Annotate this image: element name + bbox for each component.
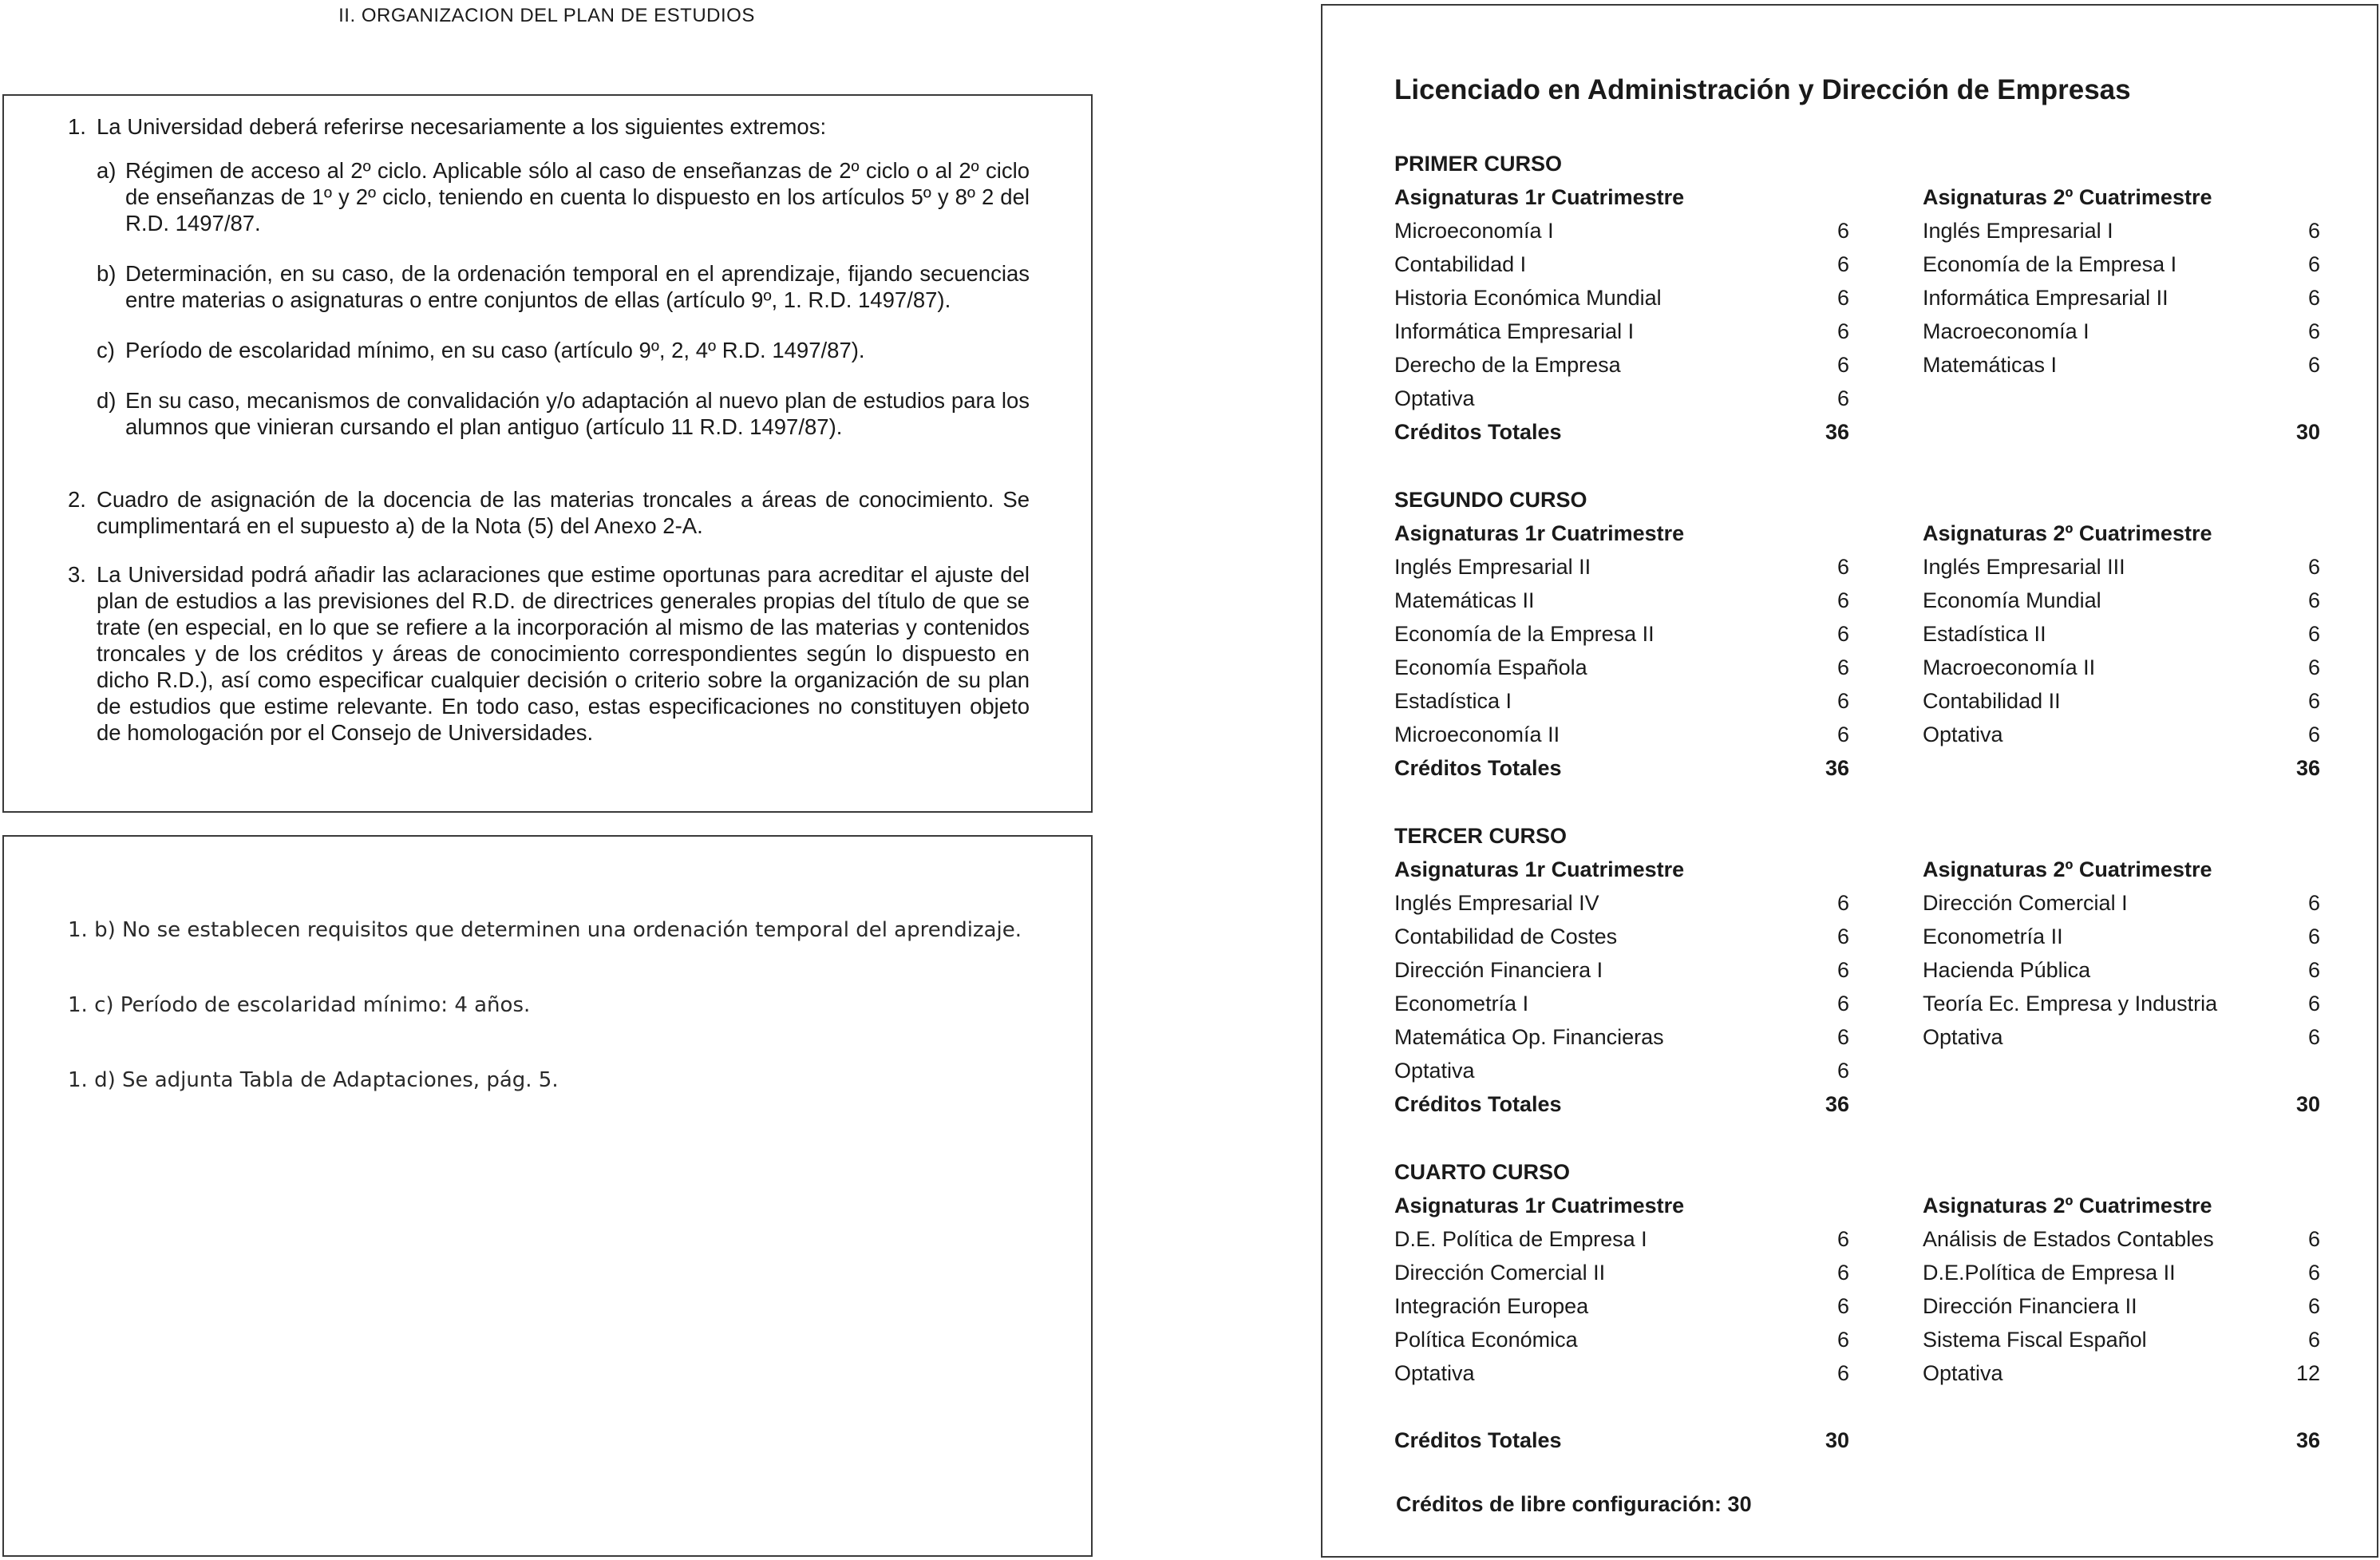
subject-row — [1394, 214, 1849, 247]
credits-total-row — [1394, 1423, 2320, 1457]
first-semester-column — [1394, 853, 1849, 1087]
subject-name: D.E.Política de Empresa II — [1923, 1261, 2176, 1285]
subject-name: Optativa — [1394, 1361, 1475, 1385]
course-name: TERCER CURSO — [1394, 824, 1568, 848]
total-value: 36 — [1825, 420, 1849, 444]
subject-row — [1923, 1256, 2320, 1289]
subject-credits: 6 — [2307, 622, 2320, 646]
course-block — [1394, 1155, 2320, 1457]
answers-list — [68, 918, 1026, 1143]
credits-total-row — [1394, 751, 2320, 785]
second-semester-total: 30 — [2295, 1092, 2320, 1116]
note-item — [68, 486, 1030, 539]
subject-name: Econometría II — [1923, 925, 2063, 948]
subject-name: Economía Española — [1394, 655, 1587, 679]
second-semester-column — [1923, 853, 2320, 1087]
semester-heading: Asignaturas 2º Cuatrimestre — [1923, 521, 2212, 545]
subject-credits: 6 — [1836, 588, 1849, 612]
subject-row — [1923, 684, 2320, 718]
semester-row — [1394, 517, 2320, 751]
subject-row — [1394, 1356, 1849, 1390]
libre-configuracion: Créditos de libre configuración: 30 — [1396, 1492, 1752, 1516]
note-sub-item — [97, 387, 1030, 440]
subject-name: Dirección Financiera II — [1923, 1294, 2137, 1318]
subject-name: Econometría I — [1394, 992, 1529, 1016]
first-semester-total — [1394, 1423, 1849, 1457]
subject-name: Macroeconomía I — [1923, 319, 2089, 343]
subject-row — [1394, 315, 1849, 348]
subject-name: Inglés Empresarial II — [1394, 555, 1591, 579]
sub-text: Período de escolaridad mínimo, en su caso (artículo 9º, 2, 4º R.D. 1497/87). — [125, 338, 865, 362]
subject-name: Sistema Fiscal Español — [1923, 1328, 2147, 1352]
subject-name: Historia Económica Mundial — [1394, 286, 1662, 310]
subject-row — [1394, 247, 1849, 281]
subject-name: Optativa — [1923, 1025, 2003, 1049]
total-label: Créditos Totales — [1394, 420, 1562, 444]
subject-credits: 6 — [1836, 689, 1849, 713]
note-number: 1. — [68, 114, 86, 139]
subject-credits: 6 — [1836, 723, 1849, 746]
subject-credits: 6 — [2307, 1328, 2320, 1352]
subject-credits: 6 — [1836, 555, 1849, 579]
subject-name: Economía de la Empresa II — [1394, 622, 1655, 646]
note-sub-item — [97, 337, 1030, 363]
first-semester-total — [1394, 751, 1849, 785]
subject-credits: 6 — [2307, 555, 2320, 579]
subject-credits: 6 — [2307, 958, 2320, 982]
subject-credits: 6 — [1836, 1227, 1849, 1251]
note-number: 3. — [68, 562, 86, 587]
subject-row — [1394, 920, 1849, 953]
first-semester-total — [1394, 1087, 1849, 1121]
course-block — [1394, 819, 2320, 1121]
subject-credits: 6 — [1836, 353, 1849, 377]
subject-row — [1923, 920, 2320, 953]
subject-name: Dirección Financiera I — [1394, 958, 1603, 982]
subject-credits: 6 — [2307, 286, 2320, 310]
subject-name: Economía Mundial — [1923, 588, 2101, 612]
subject-name: Estadística II — [1923, 622, 2046, 646]
note-body — [97, 561, 1030, 746]
second-semester-total: 36 — [2295, 756, 2320, 780]
semester-row — [1394, 853, 2320, 1087]
semester-heading: Asignaturas 1r Cuatrimestre — [1394, 185, 1685, 209]
credits-total-row — [1394, 1087, 2320, 1121]
subject-row — [1923, 550, 2320, 584]
note-number: 2. — [68, 487, 86, 512]
subject-credits: 12 — [2295, 1361, 2320, 1385]
subject-name: Informática Empresarial II — [1923, 286, 2168, 310]
subject-credits: 6 — [1836, 622, 1849, 646]
subject-name: Matemáticas I — [1923, 353, 2058, 377]
subject-credits: 6 — [2307, 891, 2320, 915]
course-name: PRIMER CURSO — [1394, 152, 1563, 176]
subject-credits: 6 — [1836, 1025, 1849, 1049]
note-text: La Universidad deberá referirse necesariamente a los siguientes extremos: — [97, 114, 827, 139]
subject-row — [1923, 1323, 2320, 1356]
subject-credits: 6 — [1836, 958, 1849, 982]
subject-credits: 6 — [2307, 1227, 2320, 1251]
course-block — [1394, 147, 2320, 449]
first-semester-column — [1394, 1189, 1849, 1390]
subject-row — [1394, 987, 1849, 1020]
semester-heading: Asignaturas 1r Cuatrimestre — [1394, 1194, 1685, 1218]
subject-credits: 6 — [2307, 925, 2320, 948]
instructions-box — [2, 94, 1093, 813]
course-name: CUARTO CURSO — [1394, 1160, 1571, 1184]
subject-name: Teoría Ec. Empresa y Industria — [1923, 992, 2218, 1016]
plan-title: Licenciado en Administración y Dirección de Empresas — [1394, 74, 2131, 105]
subject-row — [1923, 953, 2320, 987]
sub-letter: d) — [97, 388, 117, 413]
subject-row — [1923, 348, 2320, 382]
subject-name: Optativa — [1923, 1361, 2003, 1385]
subject-row — [1394, 281, 1849, 315]
total-value: 30 — [1825, 1428, 1849, 1452]
subject-row — [1394, 1020, 1849, 1054]
total-label: Créditos Totales — [1394, 756, 1562, 780]
note-body — [97, 113, 1030, 464]
answer-line: 1. d) Se adjunta Tabla de Adaptaciones, pág. 5. — [68, 1068, 559, 1092]
subject-row — [1923, 584, 2320, 617]
subject-credits: 6 — [1836, 219, 1849, 243]
sub-text: En su caso, mecanismos de convalidación y/o adaptación al nuevo plan de estudios para los alumnos que vinieran cursando el plan antiguo (artículo 11 R.D. 1497/87). — [125, 388, 1030, 439]
second-semester-total: 36 — [2295, 1428, 2320, 1452]
subject-name: Inglés Empresarial III — [1923, 555, 2125, 579]
subject-credits: 6 — [1836, 1361, 1849, 1385]
total-label: Créditos Totales — [1394, 1428, 1562, 1452]
subject-name: Estadística I — [1394, 689, 1512, 713]
subject-name: Derecho de la Empresa — [1394, 353, 1621, 377]
subject-row — [1923, 281, 2320, 315]
subject-name: Análisis de Estados Contables — [1923, 1227, 2214, 1251]
subject-row — [1923, 1020, 2320, 1054]
course-block — [1394, 483, 2320, 785]
total-value: 36 — [1825, 756, 1849, 780]
subject-credits: 6 — [1836, 252, 1849, 276]
subject-row — [1923, 214, 2320, 247]
subject-credits: 6 — [2307, 588, 2320, 612]
subject-row — [1394, 684, 1849, 718]
first-semester-column — [1394, 180, 1849, 415]
subject-row — [1923, 617, 2320, 651]
note-body — [97, 486, 1030, 539]
subject-credits: 6 — [1836, 655, 1849, 679]
subject-name: Inglés Empresarial IV — [1394, 891, 1599, 915]
sub-letter: c) — [97, 338, 115, 362]
subject-credits: 6 — [2307, 655, 2320, 679]
subject-name: Economía de la Empresa I — [1923, 252, 2177, 276]
subject-row — [1394, 1054, 1849, 1087]
subject-row — [1923, 247, 2320, 281]
semester-heading: Asignaturas 2º Cuatrimestre — [1923, 857, 2212, 881]
note-text: La Universidad podrá añadir las aclaraciones que estime oportunas para acreditar el ajuste del plan de estudios a las previsiones del R.D. de directrices generales propias del título de que se trate (en especial, en lo que se refiere a la incorporación al mismo de las materias y contenidos troncales y de los créditos y áreas de conocimiento correspondientes según lo dispuesto en dicho R.D.), así como especificar cualquier decisión o criterio sobre la organización de su plan de estudios que estime relevante. En todo caso, estas especificaciones no constituyen objeto de homologación por el Consejo de Universidades. — [97, 562, 1030, 745]
subject-row — [1923, 315, 2320, 348]
subject-credits: 6 — [2307, 689, 2320, 713]
total-label: Créditos Totales — [1394, 1092, 1562, 1116]
subject-credits: 6 — [2307, 1261, 2320, 1285]
subject-row — [1394, 1222, 1849, 1256]
subject-credits: 6 — [1836, 1294, 1849, 1318]
subject-row — [1923, 651, 2320, 684]
subject-credits: 6 — [2307, 723, 2320, 746]
subject-name: Contabilidad de Costes — [1394, 925, 1618, 948]
subject-credits: 6 — [2307, 252, 2320, 276]
subject-row — [1394, 550, 1849, 584]
subject-name: Informática Empresarial I — [1394, 319, 1635, 343]
subject-name: Microeconomía I — [1394, 219, 1554, 243]
course-name: SEGUNDO CURSO — [1394, 488, 1587, 512]
subject-credits: 6 — [2307, 1294, 2320, 1318]
subject-credits: 6 — [1836, 386, 1849, 410]
second-semester-column — [1923, 180, 2320, 415]
subject-row — [1394, 584, 1849, 617]
subject-row — [1394, 718, 1849, 751]
note-sub-list — [97, 157, 1030, 440]
note-item — [68, 561, 1030, 746]
sub-letter: b) — [97, 261, 117, 286]
subject-credits: 6 — [2307, 992, 2320, 1016]
note-sub-item — [97, 157, 1030, 236]
subject-name: Integración Europea — [1394, 1294, 1589, 1318]
subject-credits: 6 — [1836, 891, 1849, 915]
subject-row — [1394, 953, 1849, 987]
subject-row — [1394, 348, 1849, 382]
credits-total-row — [1394, 415, 2320, 449]
instructions-list — [68, 113, 1030, 768]
subject-name: Dirección Comercial I — [1923, 891, 2128, 915]
subject-credits: 6 — [2307, 1025, 2320, 1049]
subject-name: D.E. Política de Empresa I — [1394, 1227, 1647, 1251]
subject-row — [1923, 1356, 2320, 1390]
subject-name: Hacienda Pública — [1923, 958, 2091, 982]
subject-credits: 6 — [1836, 1059, 1849, 1083]
subject-credits: 6 — [1836, 925, 1849, 948]
subject-row — [1923, 886, 2320, 920]
subject-row — [1394, 382, 1849, 415]
subject-name: Optativa — [1923, 723, 2003, 746]
semester-heading: Asignaturas 2º Cuatrimestre — [1923, 185, 2212, 209]
second-semester-total: 30 — [2295, 420, 2320, 444]
subject-row — [1394, 1256, 1849, 1289]
answers-box — [2, 835, 1093, 1557]
first-semester-total — [1394, 415, 1849, 449]
subject-row — [1923, 718, 2320, 751]
second-semester-column — [1923, 1189, 2320, 1390]
subject-name: Política Económica — [1394, 1328, 1578, 1352]
subject-credits: 6 — [2307, 353, 2320, 377]
subject-name: Dirección Comercial II — [1394, 1261, 1606, 1285]
note-item — [68, 113, 1030, 464]
semester-heading: Asignaturas 2º Cuatrimestre — [1923, 1194, 2212, 1218]
total-value: 36 — [1825, 1092, 1849, 1116]
sub-text: Régimen de acceso al 2º ciclo. Aplicable sólo al caso de enseñanzas de 2º ciclo o al 2º ciclo de enseñanzas de 1º y 2º ciclo, teniendo en cuenta lo dispuesto en los artículos 5º y 8º 2 del R.D. 1497/87. — [125, 158, 1030, 236]
second-semester-column — [1923, 517, 2320, 751]
subject-row — [1923, 1222, 2320, 1256]
subject-credits: 6 — [1836, 286, 1849, 310]
subject-name: Microeconomía II — [1394, 723, 1560, 746]
subject-name: Macroeconomía II — [1923, 655, 2096, 679]
note-text: Cuadro de asignación de la docencia de las materias troncales a áreas de conocimiento. Se cumplimentará en el supuesto a) de la Nota (5) del Anexo 2-A. — [97, 487, 1030, 538]
subject-row — [1394, 617, 1849, 651]
subject-name: Matemáticas II — [1394, 588, 1535, 612]
semester-row — [1394, 1189, 2320, 1390]
subject-name: Contabilidad I — [1394, 252, 1527, 276]
subject-name: Optativa — [1394, 386, 1475, 410]
subject-credits: 6 — [1836, 1328, 1849, 1352]
study-plan-box — [1321, 4, 2378, 1558]
answer-line: 1. b) No se establecen requisitos que determinen una ordenación temporal del aprendizaje. — [68, 918, 1022, 942]
subject-row — [1923, 987, 2320, 1020]
subject-row — [1923, 1289, 2320, 1323]
section-title: II. ORGANIZACION DEL PLAN DE ESTUDIOS — [338, 5, 755, 26]
sub-text: Determinación, en su caso, de la ordenación temporal en el aprendizaje, fijando secuencias entre materias o asignaturas o entre conjuntos de ellas (artículo 9º, 1. R.D. 1497/87). — [125, 261, 1030, 312]
answer-line: 1. c) Período de escolaridad mínimo: 4 años. — [68, 993, 531, 1017]
subject-name: Optativa — [1394, 1059, 1475, 1083]
subject-credits: 6 — [2307, 319, 2320, 343]
semester-row — [1394, 180, 2320, 415]
subject-row — [1394, 886, 1849, 920]
sub-letter: a) — [97, 158, 117, 183]
subject-credits: 6 — [2307, 219, 2320, 243]
subject-credits: 6 — [1836, 319, 1849, 343]
subject-row — [1394, 1289, 1849, 1323]
subject-row — [1394, 1323, 1849, 1356]
first-semester-column — [1394, 517, 1849, 751]
subject-name: Inglés Empresarial I — [1923, 219, 2113, 243]
note-sub-item — [97, 260, 1030, 313]
semester-heading: Asignaturas 1r Cuatrimestre — [1394, 857, 1685, 881]
semester-heading: Asignaturas 1r Cuatrimestre — [1394, 521, 1685, 545]
subject-credits: 6 — [1836, 1261, 1849, 1285]
subject-credits: 6 — [1836, 992, 1849, 1016]
subject-name: Contabilidad II — [1923, 689, 2061, 713]
subject-row — [1394, 651, 1849, 684]
subject-name: Matemática Op. Financieras — [1394, 1025, 1664, 1049]
